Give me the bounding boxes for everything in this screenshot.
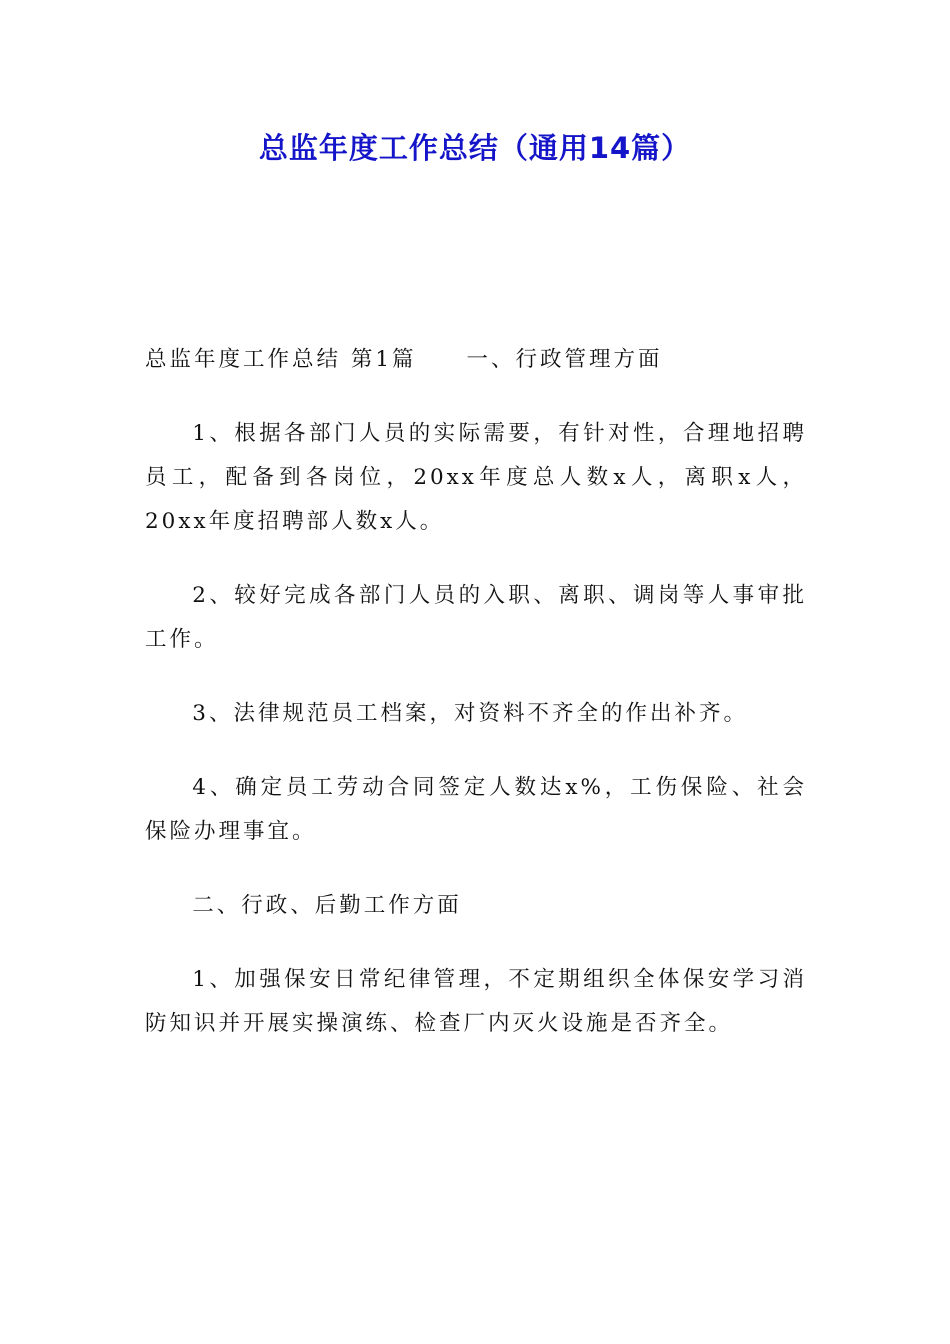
document-body <box>145 338 807 1076</box>
paragraph-recruitment: 1、根据各部门人员的实际需要，有针对性，合理地招聘员工，配备到各岗位，20xx年度总人数x人，离职x人，20xx年度招聘部人数x人。 <box>145 421 807 534</box>
document-title: 总监年度工作总结（通用14篇） <box>258 131 692 165</box>
article-heading: 总监年度工作总结 第1篇 <box>145 347 417 372</box>
section-heading-admin: 一、行政管理方面 <box>466 347 663 372</box>
paragraph-personnel-approval: 2、较好完成各部门人员的入职、离职、调岗等人事审批工作。 <box>145 583 807 652</box>
paragraph-security-management: 1、加强保安日常纪律管理，不定期组织全体保安学习消防知识并开展实操演练、检查厂内灭火设施是否齐全。 <box>145 967 807 1036</box>
paragraph-employee-archives: 3、法律规范员工档案，对资料不齐全的作出补齐。 <box>192 701 748 726</box>
article-heading-line <box>145 338 807 382</box>
paragraph-labor-contracts: 4、确定员工劳动合同签定人数达x%，工伤保险、社会保险办理事宜。 <box>145 775 807 844</box>
section-heading-logistics: 二、行政、后勤工作方面 <box>192 893 462 918</box>
